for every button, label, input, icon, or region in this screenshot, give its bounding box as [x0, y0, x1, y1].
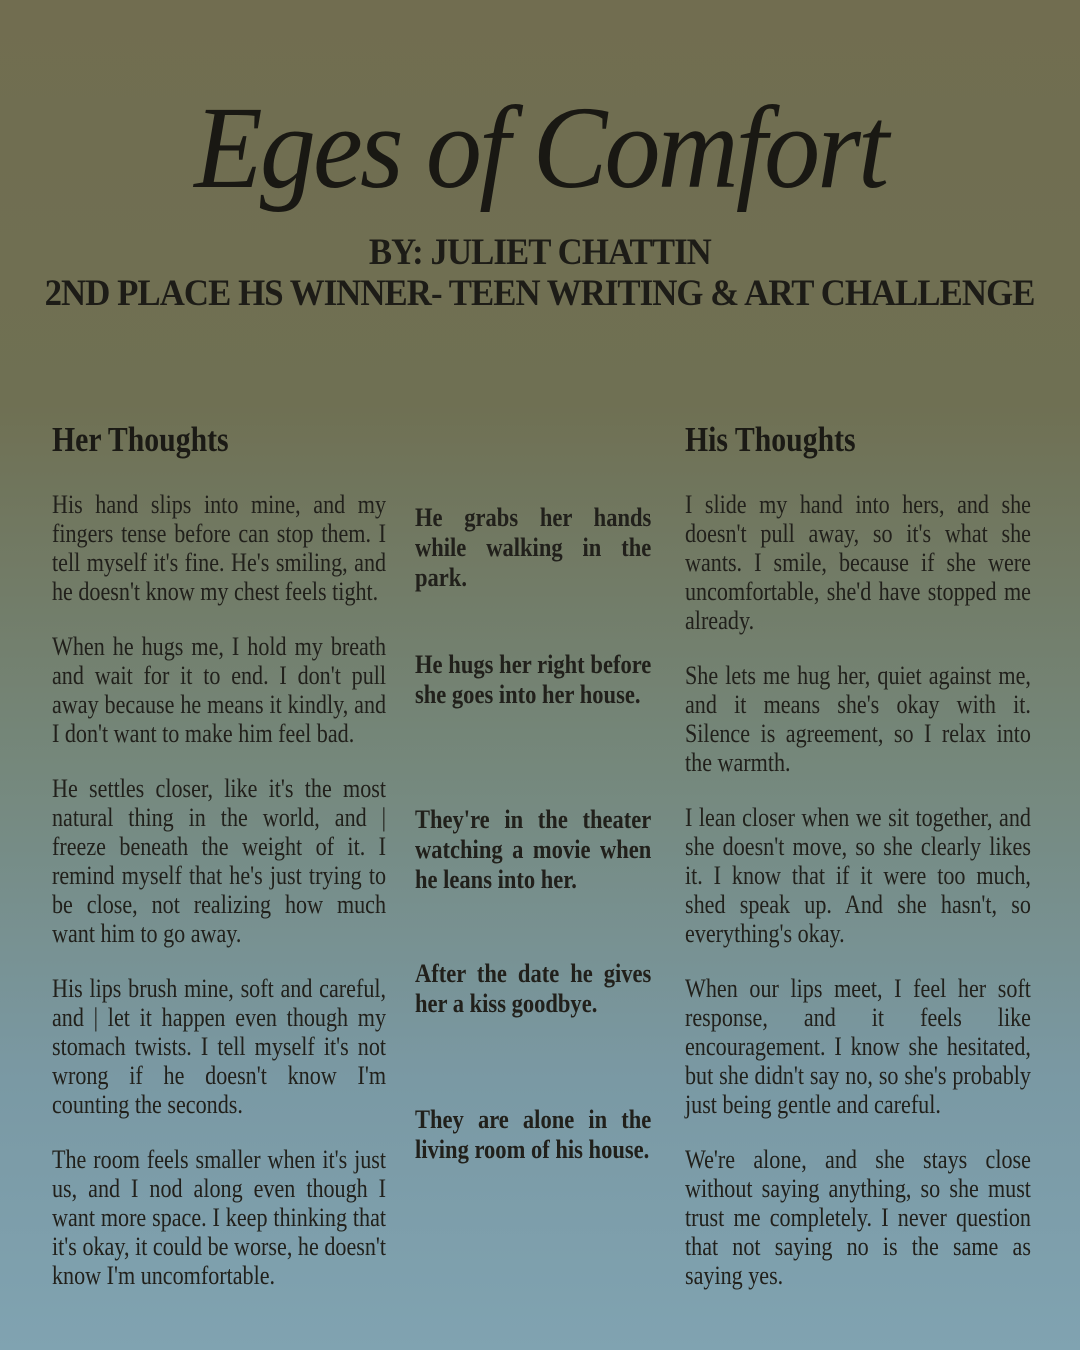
- masthead: [0, 0, 1080, 315]
- award-line: 2ND PLACE HS WINNER- TEEN WRITING & ART CHALLENGE: [45, 273, 1035, 315]
- his-paragraph-4: When our lips meet, I feel her soft response, and it feels like encouragement. I know she hesitated, but she didn't say no, so she's probably just being gentle and careful.: [685, 974, 1031, 1120]
- byline: BY: JULIET CHATTIN: [369, 231, 711, 273]
- event-item-3: They're in the theater watching a movie when he leans into her.: [415, 804, 652, 894]
- his-paragraph-3: I lean closer when we sit together, and she doesn't move, so she clearly likes it. I know that if it were too much, shed speak up. And she hasn't, so everything's okay.: [685, 803, 1031, 949]
- her-paragraph-2: When he hugs me, I hold my breath and wait for it to end. I don't pull away because he means it kindly, and I don't want to make him feel bad.: [52, 632, 387, 749]
- his-paragraph-2: She lets me hug her, quiet against me, and it means she's okay with it. Silence is agreement, so I relax into the warmth.: [685, 661, 1031, 778]
- event-item-5: They are alone in the living room of his house.: [415, 1104, 652, 1164]
- her-thoughts-column: [52, 420, 386, 1316]
- her-thoughts-heading: Her Thoughts: [52, 420, 229, 459]
- poster-title: Eges of Comfort: [193, 82, 887, 213]
- her-paragraph-3: He settles closer, like it's the most natural thing in the world, and | freeze beneath the weight of it. I remind myself that he's just trying to be close, not realizing how much want him to go away.: [52, 774, 387, 949]
- her-paragraph-4: His lips brush mine, soft and careful, and | let it happen even though my stomach twists. I tell myself it's not wrong if he doesn't know I'm counting the seconds.: [52, 974, 387, 1120]
- event-item-2: He hugs her right before she goes into her house.: [415, 649, 652, 709]
- columns-area: [0, 420, 1080, 1350]
- his-paragraph-5: We're alone, and she stays close without saying anything, so she must trust me completely. I never question that not saying no is the same as saying yes.: [685, 1145, 1031, 1291]
- her-paragraph-1: His hand slips into mine, and my fingers tense before can stop them. I tell myself it's fine. He's smiling, and he doesn't know my chest feels tight.: [52, 490, 387, 607]
- event-item-4: After the date he gives her a kiss goodbye.: [415, 958, 652, 1018]
- his-thoughts-heading: His Thoughts: [685, 420, 856, 459]
- his-thoughts-column: [685, 420, 1031, 1316]
- byline-block: [0, 232, 1080, 315]
- event-item-1: He grabs her hands while walking in the park.: [415, 502, 652, 592]
- events-column: [415, 420, 651, 1164]
- his-paragraph-1: I slide my hand into hers, and she doesn't pull away, so it's what she wants. I smile, because if she were uncomfortable, she'd have stopped me already.: [685, 490, 1031, 636]
- her-paragraph-5: The room feels smaller when it's just us, and I nod along even though I want more space. I keep thinking that it's okay, it could be worse, he doesn't know I'm uncomfortable.: [52, 1145, 387, 1291]
